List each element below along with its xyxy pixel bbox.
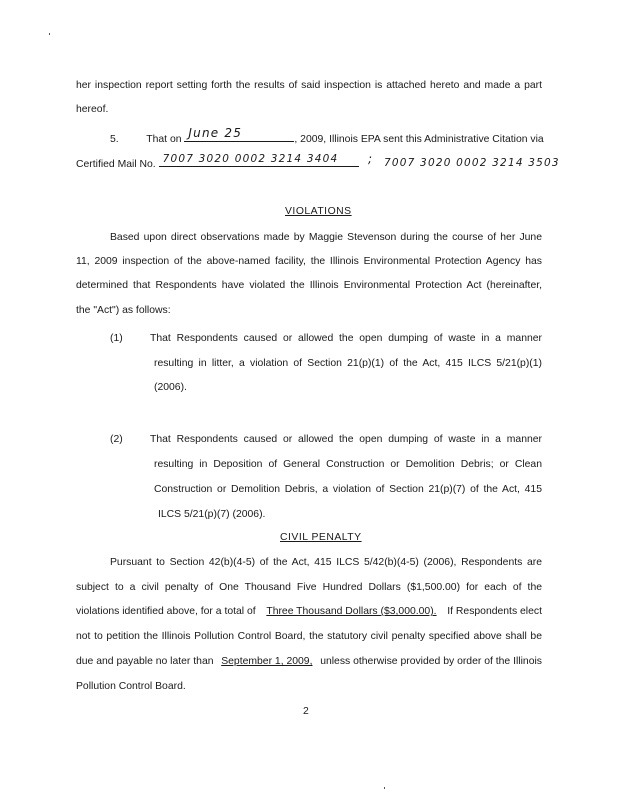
- certified-mail-label: Certified Mail No.: [76, 159, 156, 170]
- violations-heading: VIOLATIONS: [285, 206, 352, 217]
- civil-penalty-line-5-a: due and payable no later than: [76, 656, 214, 667]
- violation-2-number: (2): [110, 434, 123, 445]
- violation-2-line-4: ILCS 5/21(p)(7) (2006).: [158, 509, 266, 520]
- certified-mail-separator: ;: [368, 152, 374, 166]
- violation-1-line-3: (2006).: [154, 382, 187, 393]
- civil-penalty-line-3-a: violations identified above, for a total of: [76, 606, 256, 617]
- civil-penalty-line-4: not to petition the Illinois Pollution Control Board, the statutory civil penalty specified above shall be: [76, 631, 542, 642]
- violations-intro-4: the "Act") as follows:: [76, 305, 171, 316]
- civil-penalty-line-5: [76, 656, 542, 667]
- total-penalty-amount: Three Thousand Dollars ($3,000.00).: [266, 606, 437, 617]
- para-5-number: 5.: [110, 134, 119, 145]
- para-5-text-b: , 2009, Illinois EPA sent this Administrative Citation via: [294, 134, 544, 145]
- violation-1-number: (1): [110, 333, 123, 344]
- payment-due-date: September 1, 2009,: [221, 656, 313, 667]
- scan-mark-bottom: [384, 787, 385, 789]
- certified-mail-number-1: 7007 3020 0002 3214 3404: [162, 153, 339, 165]
- violations-intro-3: determined that Respondents have violated the Illinois Environmental Protection Act (hereinafter,: [76, 280, 542, 291]
- violation-2-line-1: That Respondents caused or allowed the open dumping of waste in a manner: [150, 434, 542, 445]
- para-5-line-2: [76, 154, 359, 170]
- certified-mail-blank: [159, 154, 359, 167]
- date-blank: [184, 126, 294, 142]
- civil-penalty-line-1: Pursuant to Section 42(b)(4-5) of the Act, 415 ILCS 5/42(b)(4-5) (2006), Respondents are: [110, 557, 542, 568]
- para-top-line-2: hereof.: [76, 104, 109, 115]
- civil-penalty-line-2: subject to a civil penalty of One Thousand Five Hundred Dollars ($1,500.00) for each of the: [76, 582, 542, 593]
- page-number: 2: [303, 706, 309, 717]
- civil-penalty-heading: CIVIL PENALTY: [280, 532, 362, 543]
- violation-1-line-2: resulting in litter, a violation of Section 21(p)(1) of the Act, 415 ILCS 5/21(p)(1): [154, 358, 542, 369]
- para-top-line-1: her inspection report setting forth the results of said inspection is attached hereto and made a part: [76, 80, 542, 91]
- violation-2-line-2: resulting in Deposition of General Construction or Demolition Debris; or Clean: [154, 459, 542, 470]
- violations-intro-1: Based upon direct observations made by Maggie Stevenson during the course of her June: [110, 232, 542, 243]
- para-5-line-1: [110, 126, 544, 145]
- civil-penalty-line-3: [76, 606, 542, 617]
- date-handwritten: June 25: [188, 126, 243, 140]
- violation-1-line-1: That Respondents caused or allowed the open dumping of waste in a manner: [150, 333, 542, 344]
- violation-2-line-3: Construction or Demolition Debris, a violation of Section 21(p)(7) of the Act, 415: [154, 484, 542, 495]
- certified-mail-number-2: 7007 3020 0002 3214 3503: [384, 157, 560, 169]
- civil-penalty-line-3-b: If Respondents elect: [447, 606, 542, 617]
- scan-mark-top: [49, 33, 50, 35]
- para-5-text-a: That on: [146, 134, 182, 145]
- civil-penalty-line-6: Pollution Control Board.: [76, 681, 186, 692]
- violations-intro-2: 11, 2009 inspection of the above-named facility, the Illinois Environmental Protection Agency has: [76, 256, 542, 267]
- civil-penalty-line-5-b: unless otherwise provided by order of the Illinois: [320, 656, 542, 667]
